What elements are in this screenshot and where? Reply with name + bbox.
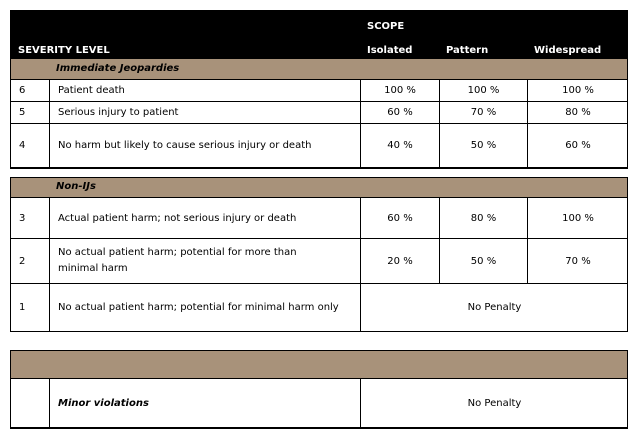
column-pattern: Pattern <box>446 45 489 56</box>
severity-level: 6 <box>19 85 26 96</box>
section-band-non-ijs <box>10 177 628 198</box>
severity-level: 5 <box>19 107 26 118</box>
column-isolated: Isolated <box>367 45 413 56</box>
severity-level: 1 <box>19 302 26 313</box>
row-description: No actual patient harm; potential for minimal harm only <box>49 284 360 331</box>
widespread-value: 80 % <box>527 102 628 123</box>
isolated-value: 60 % <box>360 102 439 123</box>
widespread-value: 60 % <box>527 124 628 167</box>
pattern-value: 70 % <box>439 102 527 123</box>
section-band-minor <box>10 350 628 379</box>
pattern-value: 80 % <box>439 198 527 238</box>
widespread-value: 100 % <box>527 80 628 101</box>
row-description: Actual patient harm; not serious injury or death <box>49 198 360 238</box>
section-title: Non-IJs <box>56 181 96 192</box>
row-description: No harm but likely to cause serious injury or death <box>49 124 360 167</box>
row-description: Minor violations <box>49 379 360 427</box>
table-row <box>10 102 628 124</box>
isolated-value: 20 % <box>360 239 439 283</box>
row-description: Patient death <box>49 80 360 101</box>
row-description: No actual patient harm; potential for more than minimal harm <box>49 239 360 283</box>
table-row <box>10 80 628 102</box>
pattern-value: 100 % <box>439 80 527 101</box>
table-row <box>10 198 628 239</box>
column-widespread: Widespread <box>534 45 602 56</box>
table-row <box>10 124 628 169</box>
pattern-value: 50 % <box>439 239 527 283</box>
severity-level: 4 <box>19 140 26 151</box>
severity-level-empty <box>19 379 49 427</box>
section-band-immediate-jeopardies <box>10 58 628 80</box>
severity-level: 3 <box>19 212 26 224</box>
isolated-value: 60 % <box>360 198 439 238</box>
no-penalty: No Penalty <box>360 379 628 427</box>
section-title: Immediate Jeopardies <box>56 63 180 74</box>
pattern-value: 50 % <box>439 124 527 167</box>
table-row <box>10 284 628 332</box>
widespread-value: 100 % <box>527 198 628 238</box>
scope-label: SCOPE <box>367 21 405 32</box>
row-description: Serious injury to patient <box>49 102 360 123</box>
isolated-value: 100 % <box>360 80 439 101</box>
table-row <box>10 239 628 284</box>
widespread-value: 70 % <box>527 239 628 283</box>
isolated-value: 40 % <box>360 124 439 167</box>
table-row <box>10 379 628 429</box>
severity-level: 2 <box>19 255 26 267</box>
table-header <box>10 10 628 58</box>
severity-level-label: SEVERITY LEVEL <box>18 45 110 56</box>
no-penalty: No Penalty <box>360 284 628 331</box>
